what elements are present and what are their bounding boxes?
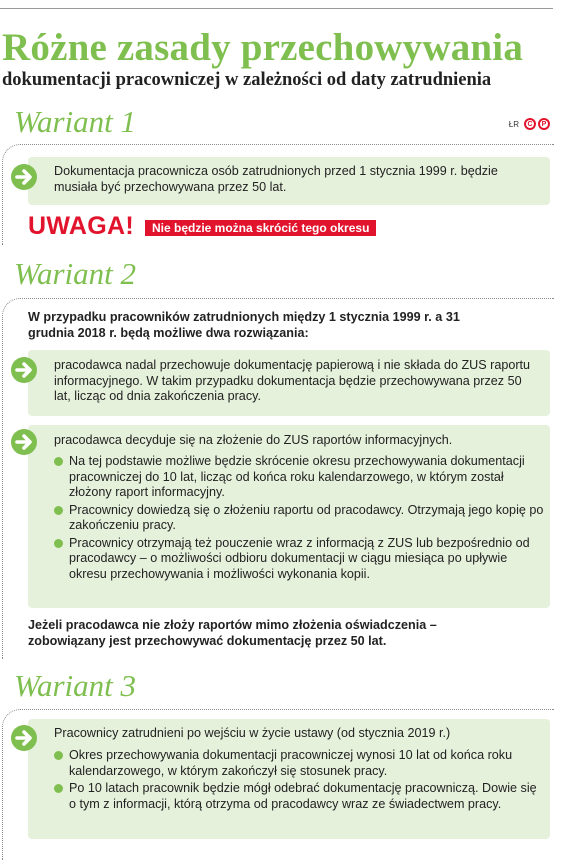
top-rule <box>0 8 553 9</box>
list-item: Okres przechowywania dokumentacji pracowniczej wynosi 10 lat od końca roku kalendarzowego, w którym zakończył się stosunek pracy. <box>54 748 544 779</box>
page-title: Różne zasady przechowywania <box>2 26 524 69</box>
wariant-2-box-2-text: pracodawca decyduje się na złożenie do ZUS raportów informacyjnych. <box>54 433 453 447</box>
bullet-dot-icon <box>54 751 63 760</box>
uwaga-note: Nie będzie można skrócić tego okresu <box>145 220 376 236</box>
wariant-2-heading: Wariant 2 <box>14 256 137 291</box>
arrow-right-icon <box>10 356 38 384</box>
list-item: Pracownicy dowiedzą się o złożeniu raportu od pracodawcy. Otrzymają jego kopię po zakończeniu pracy. <box>54 503 544 534</box>
wariant-2-box-1-text: pracodawca nadal przechowuje dokumentację papierową i nie składa do ZUS raportu informacyjnego. W takim przypadku dokumentacja będzie przechowywana przez 50 lat, licząc od dnia zakończenia pracy. <box>54 358 531 403</box>
logo-text: ŁR <box>508 119 519 129</box>
publisher-logo <box>509 118 550 130</box>
bullet-dot-icon <box>54 457 63 466</box>
wariant-2-bullets <box>54 454 544 584</box>
copyright-p-icon: P <box>538 118 550 130</box>
bullet-dot-icon <box>54 506 63 515</box>
list-item: Po 10 latach pracownik będzie mógł odebrać dokumentację pracowniczą. Dowie się o tym z informacji, którą otrzyma od pracodawcy wraz ze świadectwem pracy. <box>54 781 544 812</box>
list-item: Pracownicy otrzymają też pouczenie wraz z informacją z ZUS lub bezpośrednio od pracodawcy – o możliwości odbioru dokumentacji w ciągu miesiąca po upływie okresu przechowywania i możliwości wykonania kopii. <box>54 536 544 583</box>
arrow-right-icon <box>10 163 38 191</box>
wariant-3-text: Pracownicy zatrudnieni po wejściu w życie ustawy (od stycznia 2019 r.) <box>54 726 451 740</box>
list-item: Na tej podstawie możliwe będzie skrócenie okresu przechowywania dokumentacji pracowniczej do 10 lat, licząc od końca roku kalendarzowego, w którym został złożony raport informacyjny. <box>54 454 544 501</box>
copyright-c-icon: C <box>524 118 536 130</box>
uwaga-label: UWAGA! <box>28 212 134 240</box>
bullet-dot-icon <box>54 539 63 548</box>
wariant-3-heading: Wariant 3 <box>14 668 137 703</box>
wariant-1-text: Dokumentacja pracownicza osób zatrudnionych przed 1 stycznia 1999 r. będzie musiała być przechowywana przez 50 lat. <box>54 164 498 194</box>
wariant-2-intro: W przypadku pracowników zatrudnionych między 1 stycznia 1999 r. a 31 grudnia 2018 r. będą możliwe dwa rozwiązania: <box>28 310 460 340</box>
page-subtitle: dokumentacji pracowniczej w zależności od daty zatrudnienia <box>2 70 492 90</box>
wariant-2-outro: Jeżeli pracodawca nie złoży raportów mimo złożenia oświadczenia – zobowiązany jest przechowywać dokumentację przez 50 lat. <box>28 618 437 648</box>
bullet-dot-icon <box>54 784 63 793</box>
arrow-right-icon <box>10 724 38 752</box>
wariant-1-heading: Wariant 1 <box>14 104 137 139</box>
wariant-3-bullets <box>54 748 544 814</box>
arrow-right-icon <box>10 428 38 456</box>
